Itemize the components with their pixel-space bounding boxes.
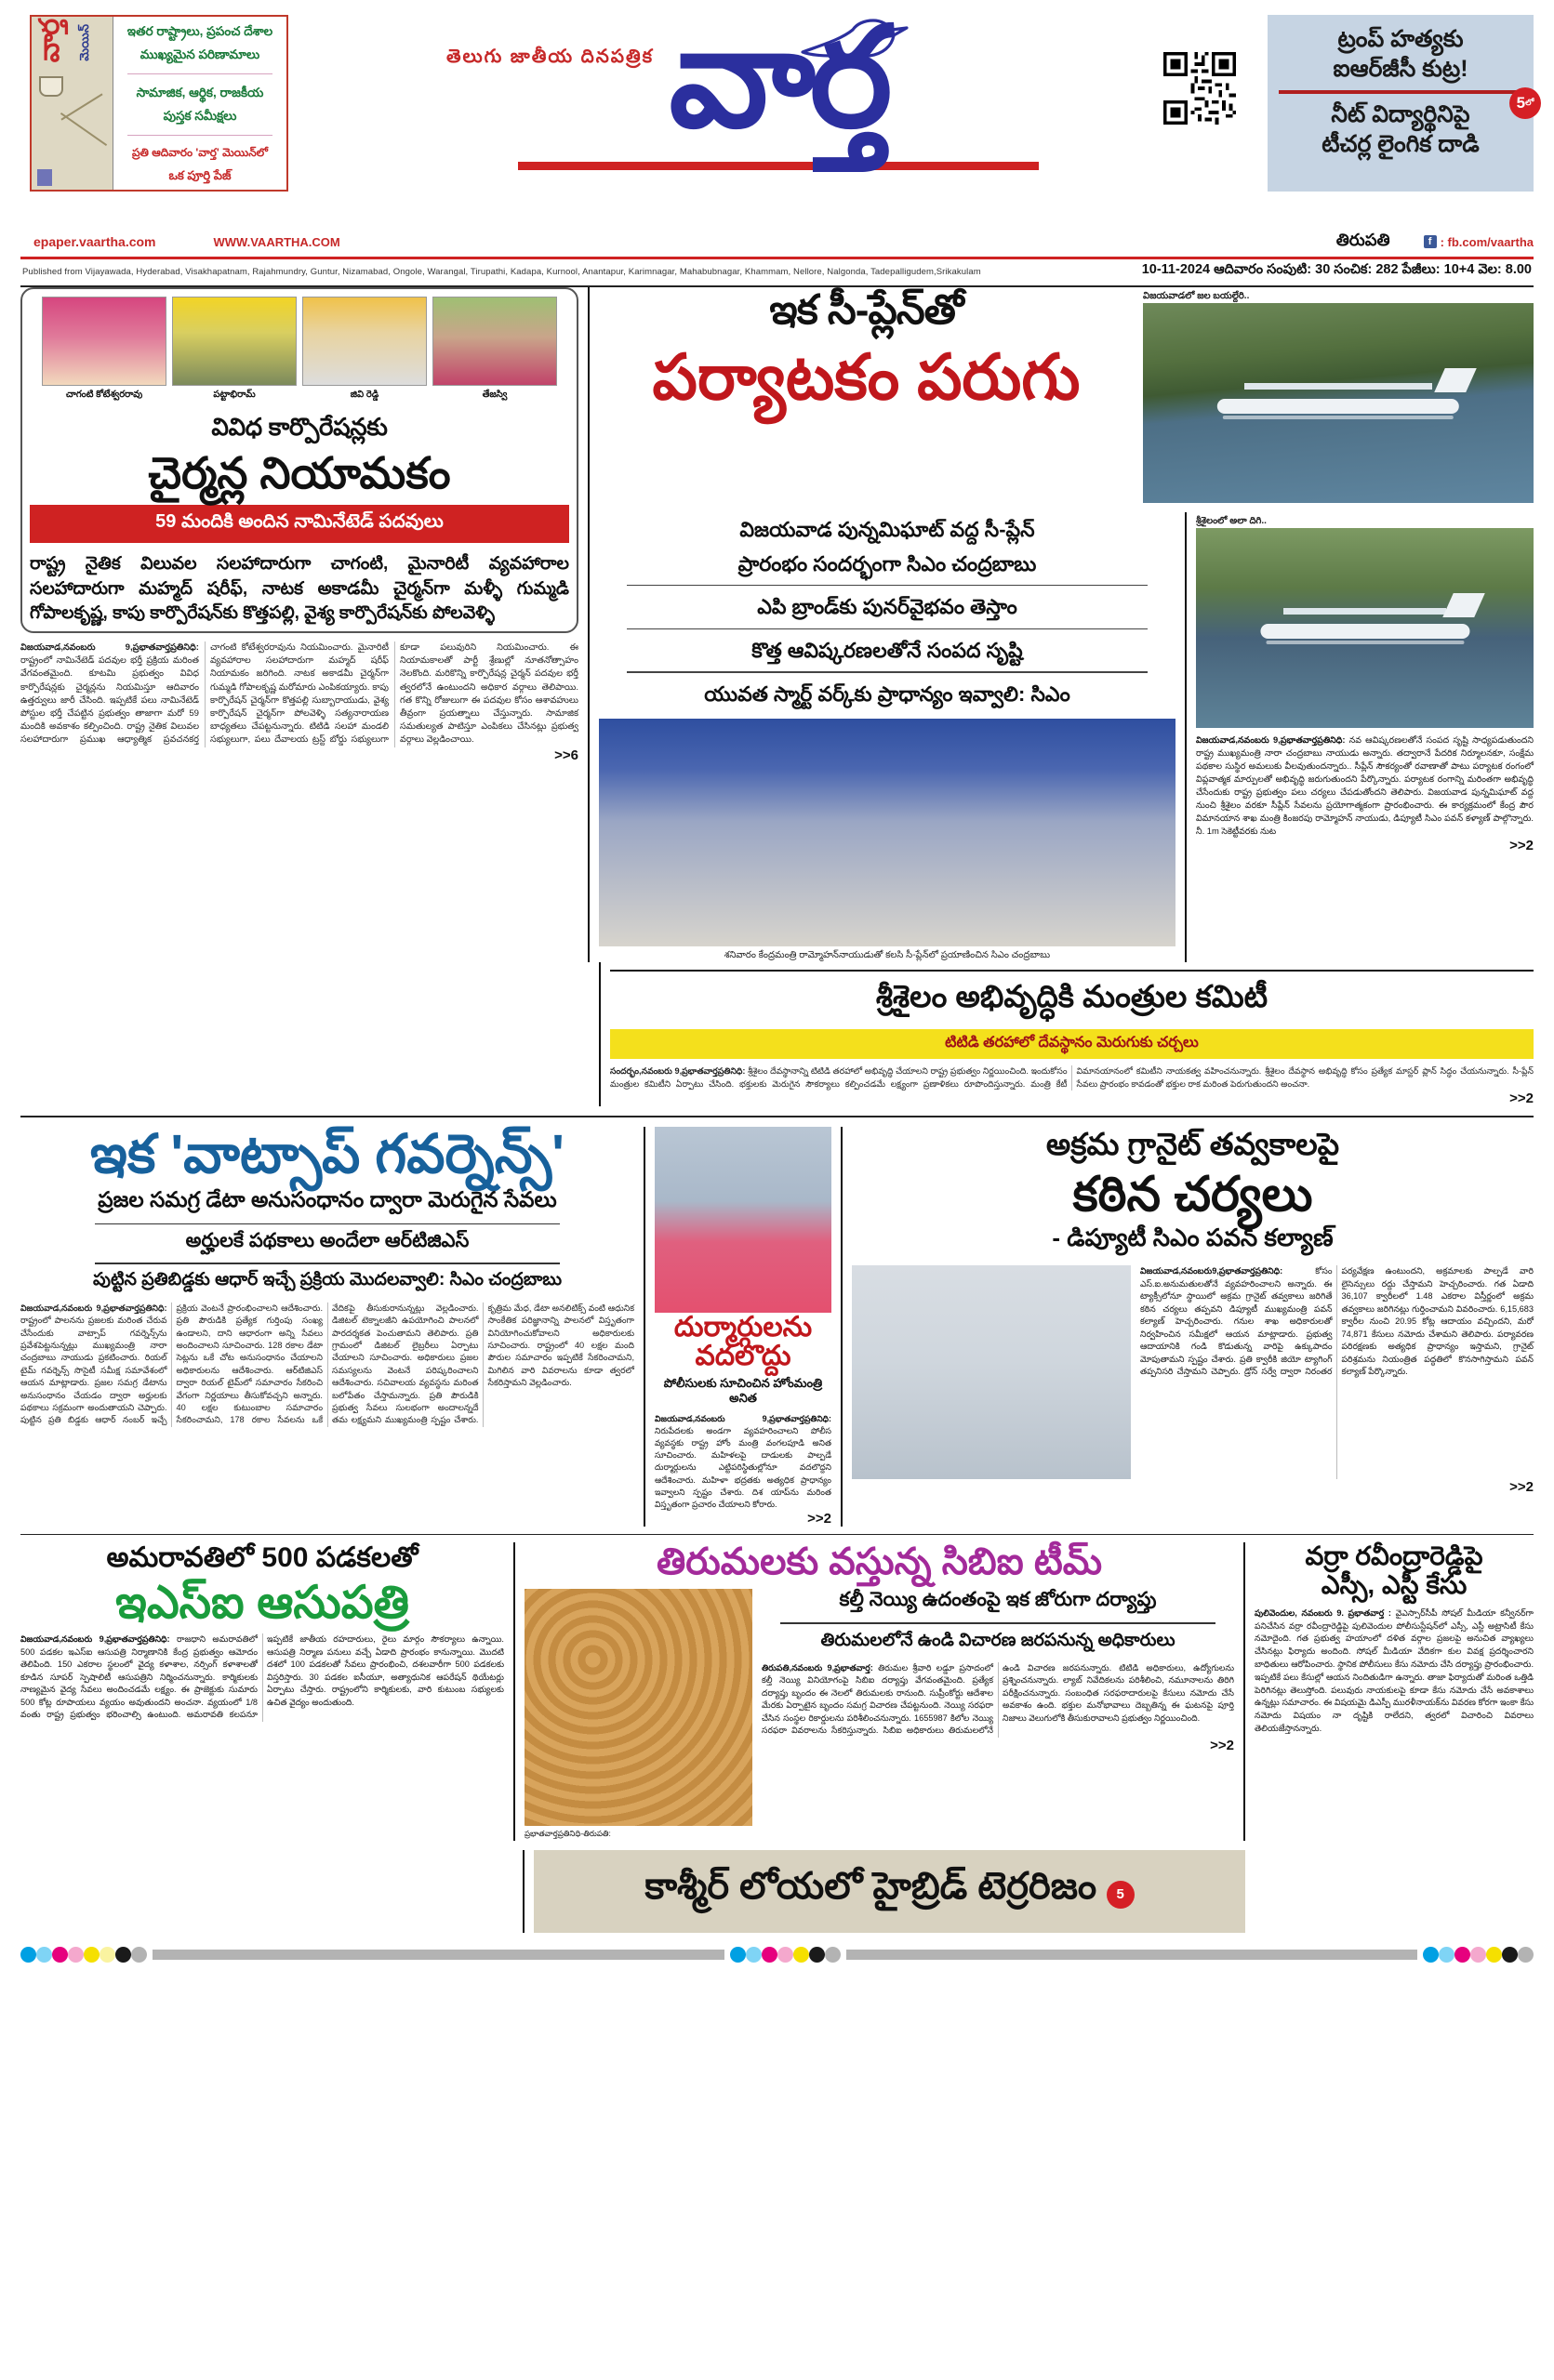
promo-left-text bbox=[113, 17, 286, 190]
seaplane-sub-1: విజయవాడ పున్నమిఘాట్ వద్ద సీ-ప్లేన్ bbox=[739, 517, 1035, 541]
cbi-col-2: సిబిఐ అధికారులు తిరుమలలోనే ఉండి విచారణ జరపనున్నారు. టిటిడి అధికారులు, ఉద్యోగులను ప్రశ్నించనున్నారు. ల్యాబ్ నివేదికలను పరిశీలించి, నమూనాలను తిరిగి పరీక్షించనున్నారు. సంబంధిత సరఫరాదారులపై కేసులు నమోదు చేసే అవకాశం ఉంది. భక్తుల మనోభావాలు దెబ్బతిన్న ఈ ఘటనపై పూర్తి నిజాలు వెలుగులోకి తీసుకురావాలని ప్రభుత్వం నిర్ణయించింది. bbox=[883, 1662, 1234, 1736]
color-dot-magenta bbox=[1454, 1947, 1470, 1963]
color-dot-magenta bbox=[762, 1947, 777, 1963]
promo-right-line-3: నీట్ విద్యార్థినిపై bbox=[1331, 101, 1470, 127]
whatsapp-sub-3: పుట్టిన ప్రతిబిడ్డకు ఆధార్ ఇచ్చే ప్రక్రియ మొదలవ్వాలి: సిఎం చంద్రబాబు bbox=[92, 1269, 563, 1289]
seaplane-photo3-caption: శనివారం కేంద్రమంత్రి రామ్మోహన్‌నాయుడుతో కలసి సీ-ప్లేన్‌లో ప్రయాణించిన సిఎం చంద్రబాబు bbox=[724, 950, 1051, 961]
plane-tail-shape bbox=[1434, 368, 1477, 392]
qr-code-icon[interactable] bbox=[1163, 52, 1236, 125]
tagline: తెలుగు జాతీయ దినపత్రిక bbox=[446, 46, 655, 67]
granite-kicker: అక్రమ గ్రానైట్ తవ్వకాలపై bbox=[1045, 1126, 1340, 1161]
face-caption: జివి రెడ్డి bbox=[350, 389, 379, 400]
anitha-note: పోలీసులకు సూచించిన హోంమంత్రి అనిత bbox=[663, 1375, 823, 1406]
varra-body-text: వైఎస్సార్‌సీపీ సోషల్ మీడియా కన్వీనర్‌గా పనిచేసిన వర్రా రవీంద్రారెడ్డిపై పులివెందుల పోలీసుస్టేషన్‌లో ఎస్సీ, ఎస్టీ అట్రాసిటీ కేసు నమోదైంది. గత ప్రభుత్వ హయాంలో దళిత వర్గాల ప్రజలపై అనుచిత వ్యాఖ్యలు చేసినట్లు ఫిర్యాదు అందింది. సోషల్ మీడియా వేదికగా కుల వివక్ష ప్రదర్శించారని బాధితులు ఆరోపించారు. స్థానిక పోలీసులు కేసు నమోదు చేసి దర్యాప్తు ప్రారంభించారు. ఇప్పటికే పలు కేసుల్లో ఆయన నిందితుడిగా ఉన్నారు. తాజా ఫిర్యాదుతో మరింత ఒత్తిడి పెరిగినట్లు తెలుస్తోంది. పలువురు నాయకులపై కూడా కేసు నమోదు చేసే అవకాశాలు ఉన్నట్లు సమాచారం. ఈ విషయమై డిఎస్పీ మురళీనాయక్‌ను వివరణ కోరగా ఇంకా కేసు నమోదు విషయం నా దృష్టికి రాలేదని, త్వరలో విచారించి వివరాలు తెలియజేస్తానన్నారు. bbox=[1255, 1607, 1534, 1733]
section-rule bbox=[20, 1116, 1534, 1117]
anitha-continued[interactable]: >>2 bbox=[807, 1510, 831, 1527]
promo-left-line-4: పుస్తక సమీక్షలు bbox=[163, 108, 237, 123]
promo-box-right[interactable] bbox=[1268, 15, 1534, 192]
seaplane-sub-5: యువత స్మార్ట్ వర్క్‌కు ప్రాధాన్యం ఇవ్వాలి: సిఎం bbox=[704, 681, 1070, 706]
spacer-col bbox=[20, 962, 590, 1106]
bottom-banner[interactable] bbox=[534, 1850, 1245, 1933]
epaper-link[interactable]: epaper.vaartha.com bbox=[33, 234, 156, 249]
chairmen-faces bbox=[30, 297, 569, 402]
info-row bbox=[13, 259, 1541, 281]
seaplane-sub-block bbox=[599, 512, 1175, 712]
seaplane-kicker: ఇక సీ-ప్లేన్‌తో bbox=[769, 286, 963, 333]
seaplane-photo-2 bbox=[1196, 528, 1534, 728]
seaplane-sub-3: ఎపి బ్రాండ్‌కు పునర్‌వైభవం తెస్తాం bbox=[757, 595, 1017, 619]
column-divider bbox=[513, 1542, 515, 1841]
color-dot-black bbox=[1502, 1947, 1518, 1963]
cbi-headline: తిరుమలకు వస్తున్న సిబిఐ టీమ్ bbox=[656, 1541, 1103, 1583]
chairmen-body bbox=[20, 641, 578, 747]
promo-left-vertical-title: వార్త bbox=[34, 20, 65, 63]
color-dot-light-magenta bbox=[1470, 1947, 1486, 1963]
whatsapp-sub-1: ప్రజల సమగ్ర డేటా అనుసంధానం ద్వారా మెరుగైన సేవలు bbox=[98, 1186, 557, 1211]
main-content bbox=[13, 287, 1541, 1934]
anitha-body-text: నిరుపేదలకు అండగా వ్యవహరించాలని పోలీస వ్యవస్థకు రాష్ట్ర హోం మంత్రి వంగలపూడి అనిత సూచించారు. మహిళలపై దాడులకు పాల్పడే దుర్మార్గులను ఎట్టిపరిస్థితుల్లోనూ వదలొద్దని ఆదేశించారు. మహిళా భద్రతకు అత్యధిక ప్రాధాన్యం ఇవ్వాలని స్పష్టం చేశారు. దిశ యాప్‌ను మరింత విస్తృతంగా ప్రచారం చేయాలని కోరారు. bbox=[655, 1426, 831, 1509]
spacer-col bbox=[20, 1850, 513, 1933]
esi-dateline: విజయవాడ,నవంబరు 9,ప్రభాతవార్తప్రతినిధి: bbox=[20, 1634, 170, 1645]
promo-right-line-2: ఐఆర్‌జీసీ కుట్ర! bbox=[1333, 56, 1468, 82]
srisailam-headline: శ్రీశైలం అభివృద్ధికి మంత్రుల కమిటీ bbox=[875, 979, 1268, 1014]
anitha-caption-1: దుర్మార్గులను bbox=[673, 1311, 813, 1342]
promo-right-line-4: టీచర్ల లైంగిక దాడి bbox=[1322, 131, 1480, 157]
seaplane-headline: పర్యాటకం పరుగు bbox=[652, 341, 1081, 413]
cbi-body bbox=[762, 1662, 1234, 1738]
sub-divider bbox=[627, 585, 1148, 587]
varra-headline-2: ఎస్సీ, ఎస్టీ కేసు bbox=[1321, 1569, 1468, 1599]
anitha-body bbox=[655, 1413, 831, 1510]
face-item bbox=[172, 297, 297, 402]
plane-tail-shape bbox=[1442, 593, 1485, 617]
pen-shape-2 bbox=[60, 93, 102, 120]
srisailam-continued[interactable]: >>2 bbox=[1509, 1091, 1534, 1107]
story-granite bbox=[852, 1127, 1534, 1527]
face-item bbox=[42, 297, 166, 402]
promo-left-line-2: ముఖ్యమైన పరిణామాలు bbox=[139, 46, 260, 61]
seaplane-photo1-caption: విజయవాడలో జల బయల్దేరి.. bbox=[1143, 290, 1250, 301]
color-dot-black bbox=[115, 1947, 131, 1963]
column-divider bbox=[599, 962, 601, 1106]
srisailam-banner: టిటిడి తరహాలో దేవస్థానం మెరుగుకు చర్చలు bbox=[610, 1029, 1534, 1059]
seaplane-extra: నీ. 1m సెకెట్టీవరకు నుట bbox=[1196, 826, 1277, 837]
url-row bbox=[13, 231, 1541, 253]
column-divider bbox=[1243, 1542, 1245, 1841]
story-seaplane bbox=[599, 287, 1534, 963]
granite-attribution: - డిప్యూటీ సిఎం పవన్ కల్యాణ్ bbox=[1052, 1223, 1334, 1252]
cbi-sub-2: తిరుమలలోనే ఉండి విచారణ జరపనున్న అధికారులు bbox=[820, 1630, 1175, 1650]
color-dot-cyan bbox=[1423, 1947, 1439, 1963]
laddu-photo-wrap bbox=[525, 1589, 752, 1841]
face-caption: పట్టాభిరామ్ bbox=[213, 389, 256, 400]
promo-box-left[interactable] bbox=[30, 15, 288, 192]
pen-shape-1 bbox=[60, 112, 107, 146]
seaplane-sub-2: ప్రారంభం సందర్భంగా సిఎం చంద్రబాబు bbox=[737, 551, 1037, 575]
color-dot-cyan bbox=[730, 1947, 746, 1963]
cbi-upper bbox=[525, 1589, 1234, 1841]
plane-body-shape bbox=[1260, 624, 1469, 639]
chairmen-lead: రాష్ట్ర నైతిక విలువల సలహాదారుగా చాగంటి, మైనారిటీ వ్యవహారాల సలహాదారుగా మహ్మద్ షరీఫ్, నాటక అకాడమీ చైర్మన్‌గా మళ్ళీ గుమ్మడి గోపాలకృష్ణ, కాపు కార్పొరేషన్‌కు కొత్తపల్లి, వైశ్య కార్పొరేషన్‌కు పోలవెళ్ళి bbox=[30, 554, 569, 623]
logo-wrap bbox=[288, 0, 1268, 160]
granite-lower bbox=[852, 1265, 1534, 1479]
page-ref-badge[interactable] bbox=[1509, 87, 1541, 119]
seaplane-photo-1 bbox=[1143, 303, 1534, 503]
section-top bbox=[20, 287, 1534, 963]
color-dot-light-cyan bbox=[36, 1947, 52, 1963]
whatsapp-dateline: విజయవాడ,నవంబరు 9,ప్రభాతవార్తప్రతినిధి: bbox=[20, 1302, 167, 1313]
face-photo bbox=[432, 297, 557, 386]
face-caption: తేజస్వి bbox=[482, 389, 508, 400]
sub-divider bbox=[627, 671, 1148, 673]
promo-right-divider bbox=[1279, 90, 1522, 94]
section-bottom bbox=[20, 1542, 1534, 1841]
sub-divider bbox=[780, 1622, 1215, 1624]
bottom-banner-badge[interactable] bbox=[1107, 1881, 1135, 1909]
esi-body bbox=[20, 1633, 504, 1722]
seaplane-continued[interactable]: >>2 bbox=[1509, 838, 1534, 854]
facebook-link[interactable] bbox=[1424, 235, 1534, 249]
color-dot-yellow bbox=[1486, 1947, 1502, 1963]
face-item bbox=[302, 297, 427, 402]
sub-divider bbox=[95, 1223, 560, 1225]
column-divider bbox=[841, 1127, 843, 1527]
facebook-icon: f bbox=[1424, 235, 1437, 248]
color-dot-gray bbox=[131, 1947, 147, 1963]
seaplane-photo2-caption: శ్రీశైలంలో అలా దిగి.. bbox=[1196, 515, 1267, 526]
promo-divider-1 bbox=[127, 73, 272, 74]
esi-headline: ఇఎస్ఐ ఆసుపత్రి bbox=[115, 1578, 409, 1629]
granite-col-1: కోసం ఎస్.ఐ.అనుమతులతోనే వ్యవహరించాలని అన్నారు. ఈ ట్యాక్సీలోనూ స్థాయిలో అక్రమ గ్రానైట్ తవ్వకాలు జరిగితే కఠిన చర్యలు తప్పవని డిప్యూటీ ముఖ్యమంత్రి పవన్ కల్యాణ్ హెచ్చరించారు. గనుల శాఖ అధికారులతో నిర్వహించిన సమీక్షలో ఆయన మాట్లాడారు. ప్రభుత్వ ఆదాయానికి గండి కొడుతున్న వారిపై ఉక్కుపాదం మోపుతామని స్పష్టం చేశారు. bbox=[1140, 1266, 1333, 1364]
registration-color-bar bbox=[20, 1946, 1534, 1963]
bottom-banner-badge-number: 5 bbox=[1116, 1886, 1124, 1903]
varra-headline-1: వర్రా రవీంద్రారెడ్డిపై bbox=[1305, 1541, 1483, 1571]
story-whatsapp bbox=[20, 1123, 634, 1527]
promo-left-line-6: ఒక పూర్తి పేజ్ bbox=[168, 167, 232, 182]
color-dot-cyan bbox=[20, 1947, 36, 1963]
sub-divider bbox=[95, 1263, 560, 1264]
promo-left-line-3: సామాజిక, ఆర్థిక, రాజకీయ bbox=[136, 85, 264, 99]
bottom-banner-wrap bbox=[20, 1850, 1534, 1933]
plane-wing-shape bbox=[1244, 383, 1432, 390]
issue-dateline: 10-11-2024 ఆదివారం సంపుటి: 30 సంచిక: 282 పేజీలు: 10+4 వెల: 8.00 bbox=[1141, 262, 1532, 277]
page-ref-suffix: లో bbox=[1525, 97, 1534, 107]
column-divider bbox=[588, 287, 590, 963]
column-divider bbox=[644, 1127, 645, 1527]
seaplane-body bbox=[1196, 734, 1534, 839]
color-dot-gray bbox=[1518, 1947, 1534, 1963]
color-dot-light-cyan bbox=[1439, 1947, 1454, 1963]
esi-col-1: రాజధాని అమరావతిలో 500 పడకల ఇఎస్ఐ ఆసుపత్రి నిర్మాణానికి కేంద్ర ప్రభుత్వం ఆమోదం తెలిపింది. 150 ఎకరాల స్థలంలో వైద్య కళాశాల, నర్సింగ్ కళాశాలతో కూడిన సూపర్ స్పెషాలిటీ ఆసుపత్రిని నిర్మించనున్నారు. కార్మికులకు నాణ్యమైన వైద్య సేవలు అందించడమే లక్ష్యం. ఈ ప్రాజెక్టుకు సుమారు 500 కోట్ల రూపాయలు వ్యయం అవుతుందని అంచనా. bbox=[20, 1634, 258, 1707]
color-dot-gray bbox=[825, 1947, 841, 1963]
cup-shape bbox=[39, 76, 63, 97]
pawan-kalyan-photo bbox=[852, 1265, 1131, 1479]
color-dot-magenta bbox=[52, 1947, 68, 1963]
masthead bbox=[13, 0, 1541, 234]
color-dot-light-magenta bbox=[68, 1947, 84, 1963]
promo-divider-2 bbox=[127, 135, 272, 136]
story-chairmen bbox=[20, 287, 578, 963]
cbi-dateline: తిరుపతి,నవంబరు 9,ప్రభాతవార్త: bbox=[762, 1662, 873, 1673]
esi-col-2: వ్యయంలో 1/8 వంతు రాష్ట్ర ప్రభుత్వం భరించాల్సి ఉంటుంది. అమరావతి కలపనూ ఇప్పటికే జాతీయ రహదారులు, రైలు మార్గం సౌకర్యాలు ఉన్నాయి. ఆసుపత్రి నిర్మాణ పనులు వచ్చే ఏడాది ప్రారంభం కానున్నాయి. మొదటి దశలో 100 పడకలతో సేవలు ప్రారంభించి, దశలవారీగా 500 పడకలకు విస్తరిస్తారు. 30 పడకల ఐసీయూ, అత్యాధునిక ఆపరేషన్ థియేటర్లు ఏర్పాటు చేస్తారు. రాష్ట్రంలోని కార్మికులకు, వారి కుటుంబ సభ్యులకు ఉచిత వైద్యం అందుతుంది. bbox=[20, 1634, 504, 1720]
cbi-col-1: తిరుమల శ్రీవారి లడ్డూ ప్రసాదంలో కల్తీ నెయ్యి వినియోగంపై సిబిఐ దర్యాప్తు వేగవంతమైంది. ప్రత్యేక దర్యాప్తు బృందం ఈ నెలలో తిరుమలకు రానుంది. సుప్రీంకోర్టు ఆదేశాల మేరకు ఏర్పాటైన బృందం సమగ్ర విచారణ చేపట్టనుంది. నెయ్యి సరఫరా చేసిన సంస్థల రికార్డులను పరిశీలించనున్నారు. 1655987 కిలోల నెయ్యి సరఫరా వివరాలను సేకరిస్తున్నారు. bbox=[762, 1662, 994, 1736]
section-middle bbox=[20, 1123, 1534, 1527]
cbi-photo-caption: ప్రభాతవార్తప్రతినిధి-తిరుపతి: bbox=[525, 1829, 611, 1839]
published-from: Published from Vijayawada, Hyderabad, Visakhapatnam, Rajahmundry, Guntur, Nizamabad, Ongole, Warangal, Tirupathi, Kadapa, Kurnool, Anantapur, Karimnagar, Mahabubnagar, Khammam, Nellore, Nalgonda, Tadepalligudem,Srikakulam bbox=[22, 266, 981, 277]
color-dot-yellow bbox=[793, 1947, 809, 1963]
seaplane-right-col bbox=[1196, 512, 1534, 963]
face-caption: చాగంటి కోటేశ్వరరావు bbox=[65, 389, 143, 400]
granite-dateline: విజయవాడ,నవంబరు9,ప్రభాతవార్తప్రతినిధి: bbox=[1140, 1266, 1283, 1276]
story-esi bbox=[20, 1542, 504, 1841]
face-photo bbox=[302, 297, 427, 386]
seaplane-body-text: నవ ఆవిష్కరణలతోనే సంపద సృష్టి సాధ్యపడుతుందని రాష్ట్ర ముఖ్యమంత్రి నారా చంద్రబాబు నాయుడు అన్నారు. తద్వారానే పేదరిక నిర్మూలనకూ, సంక్షేమ పథకాల సుస్థిర అమలుకు వీలవుతుందన్నారు.. సీప్లేన్ సౌకర్యంతో రవాణాతో పాటు పర్యాటక రంగంలో విప్లవాత్మక మార్పులతో అభివృద్ధి జరుగుతుందని పేర్కొన్నారు. పర్యాటక రంగాన్ని మరింతగా అభివృద్ధి చేసేందుకు రాష్ట్ర ప్రభుత్వం పలు చర్యలు చేపడుతోందని తెలిపారు. విజయవాడ పున్నమిఘాట్ వద్ద నుంచి శ్రీశైలం వరకూ సీప్లేన్ సేవలను ప్రయోగాత్మకంగా ప్రారంభించారు. ఈ కార్యక్రమంలో కేంద్ర పౌర విమానయాన శాఖ మంత్రి కింజరపు రామ్మోహన్ నాయుడు, డిప్యూటీ సిఎం పవన్ కళ్యాణ్ పాల్గొన్నారు. bbox=[1196, 734, 1534, 824]
story-cbi bbox=[525, 1542, 1234, 1841]
chairmen-photo-box bbox=[20, 287, 578, 634]
srisailam-dateline: సందర్భం,నవంబరు 9,ప్రభాతవార్తప్రతినిధి: bbox=[610, 1066, 746, 1077]
color-dot-light-yellow bbox=[100, 1947, 115, 1963]
chairmen-banner: 59 మందికి అందిన నామినేటెడ్ పదవులు bbox=[30, 505, 569, 543]
varra-dateline: పులివెందుల, నవంబరు 9. ప్రభాతవార్త : bbox=[1255, 1607, 1391, 1618]
granite-body bbox=[1140, 1265, 1534, 1479]
color-dot-light-magenta bbox=[777, 1947, 793, 1963]
srisailam-col-1: శ్రీశైలం దేవస్థానాన్ని టిటిడి తరహాలో అభివృద్ధి చేయాలని రాష్ట్ర ప్రభుత్వం నిర్ణయించింది. ఇందుకోసం మంత్రుల కమిటీని ఏర్పాటు చేసింది. భక్తులకు మెరుగైన సౌకర్యాలు కల్పించడమే లక్ష్యంగా ప్రణాళికలు రూపొందిస్తున్నారు. bbox=[610, 1066, 1068, 1089]
website-link[interactable]: WWW.VAARTHA.COM bbox=[213, 234, 340, 249]
column-divider bbox=[523, 1850, 525, 1933]
plane-body-shape bbox=[1217, 399, 1459, 414]
granite-continued[interactable]: >>2 bbox=[1509, 1479, 1534, 1496]
cbi-sub-1: కల్తీ నెయ్యి ఉదంతంపై ఇక జోరుగా దర్యాప్తు bbox=[839, 1589, 1157, 1611]
cbi-continued[interactable]: >>2 bbox=[1210, 1737, 1234, 1753]
section-srisailam-wrap bbox=[20, 962, 1534, 1106]
color-dot-light-cyan bbox=[746, 1947, 762, 1963]
srisailam-body bbox=[610, 1065, 1534, 1091]
promo-left-line-5: ప్రతి ఆదివారం 'వార్త' మెయిన్‌లో bbox=[131, 145, 269, 159]
color-bar-segment bbox=[153, 1950, 724, 1960]
seaplane-photo-3 bbox=[599, 719, 1175, 946]
color-dot-black bbox=[809, 1947, 825, 1963]
column-divider bbox=[1185, 512, 1187, 963]
masthead-center bbox=[288, 0, 1268, 170]
whatsapp-sub-2: అర్హులకే పథకాలు అందేలా ఆర్‌టిజిఎస్ bbox=[185, 1230, 470, 1252]
face-item bbox=[432, 297, 557, 402]
srisailam-col-2: మంత్రి కేటీ విమానయానంలో కమిటీని నాయకత్వ వహించనున్నారు. శ్రీశైలం దేవస్థాన అభివృద్ధి కోసం ప్రత్యేక మాస్టర్ ప్లాన్ సిద్ధం చేయనున్నారు. సీ-ప్లేన్ సేవలు ప్రారంభం కావడంతో భక్తుల రాక మరింత పెరుగుతుందని అంచనా. bbox=[1030, 1066, 1534, 1089]
promo-left-vertical-sub: మెయిన్ bbox=[77, 24, 91, 61]
edition-city: తిరుపతి bbox=[1335, 230, 1390, 249]
story-anitha bbox=[655, 1127, 831, 1527]
granite-headline: కఠిన చర్యలు bbox=[1072, 1167, 1313, 1222]
story-varra bbox=[1255, 1542, 1534, 1841]
logo-underline bbox=[518, 162, 1039, 170]
section-rule bbox=[20, 1534, 1534, 1536]
promo-left-image bbox=[32, 17, 113, 190]
seaplane-subheads bbox=[599, 512, 1175, 963]
sub-divider bbox=[627, 628, 1148, 630]
newspaper-logo: వార్త bbox=[669, 0, 887, 155]
face-photo bbox=[42, 297, 166, 386]
plane-wing-shape bbox=[1283, 608, 1445, 615]
esi-kicker: అమరావతిలో 500 పడకలతో bbox=[106, 1542, 418, 1574]
book-shape bbox=[37, 169, 52, 186]
page-ref-number: 5 bbox=[1516, 94, 1526, 112]
chairmen-kicker: వివిధ కార్పొరేషన్లకు bbox=[211, 412, 388, 441]
whatsapp-body-text: రాష్ట్రంలో పాలనను ప్రజలకు మరింత చేరువ చేసేందుకు వాట్సాప్ గవర్నెన్స్‌ను ప్రవేశపెట్టనున్నట్లు ముఖ్యమంత్రి నారా చంద్రబాబు నాయుడు ప్రకటించారు. రియల్ టైమ్ గవర్నెన్స్ సొసైటీ సమీక్ష సమావేశంలో ఆయన మాట్లాడారు. ప్రజల సమగ్ర డేటాను అనుసంధానం చేయడం ద్వారా అర్హులకు పథకాలు సక్రమంగా అందుతాయని చెప్పారు. పుట్టిన ప్రతి బిడ్డకు ఆధార్ నంబర్ ఇచ్చే ప్రక్రియ వెంటనే ప్రారంభించాలని ఆదేశించారు. ప్రతి పౌరుడికి ప్రత్యేక గుర్తింపు సంఖ్య ఉండాలని, దాని ఆధారంగా అన్ని సేవలు అందించాలని సూచించారు. 128 రకాల డేటా సెట్లను ఒకే చోట అనుసంధానం చేయాలని అధికారులను ఆదేశించారు. ఆర్‌టిజిఎస్ ద్వారా రియల్ టైమ్‌లో సమాచారం సేకరించి వేగంగా నిర్ణయాలు తీసుకోవచ్చని అన్నారు. 40 లక్షల కుటుంబాల సమాచారం సేకరించామని, 178 రకాల సేవలను ఒకే వేదికపై తీసుకురానున్నట్లు వెల్లడించారు. డిజిటల్ టెక్నాలజీని ఉపయోగించి పాలనలో పారదర్శకత పెంచుతామని తెలిపారు. ప్రతి గ్రామంలో డిజిటల్ లైబ్రరీలు ఏర్పాటు చేయాలని సూచించారు. అధికారులు ప్రజల సమస్యలను వెంటనే పరిష్కరించాలని ఆదేశించారు. సచివాలయ వ్యవస్థను మరింత బలోపేతం చేస్తామన్నారు. ప్రతి పౌరుడికి ప్రభుత్వ సేవలు సులభంగా అందాలన్నదే తమ లక్ష్యమని ముఖ్యమంత్రి స్పష్టం చేశారు. కృత్రిమ మేధ, డేటా అనలిటిక్స్ వంటి ఆధునిక సాంకేతిక పరిజ్ఞానాన్ని పాలనలో విస్తృతంగా వినియోగించుకోవాలని అధికారులకు సూచించారు. రాష్ట్రంలో 40 లక్షల మంది పౌరుల సమాచారం ఇప్పటికే సేకరించామని, మిగిలిన వారి వివరాలను కూడా త్వరలో సేకరిస్తామని వెల్లడించారు. bbox=[20, 1302, 634, 1425]
laddu-photo bbox=[525, 1589, 752, 1826]
story-srisailam bbox=[610, 962, 1534, 1106]
spacer-col-right bbox=[1245, 1850, 1534, 1933]
promo-left-line-1: ఇతర రాష్ట్రాలు, ప్రపంచ దేశాల bbox=[126, 24, 273, 38]
anitha-caption-2: వదలొద్దు bbox=[695, 1341, 791, 1372]
whatsapp-body bbox=[20, 1302, 634, 1427]
anitha-dateline: విజయవాడ,నవంబరు 9,ప్రభాతవార్తప్రతినిధి: bbox=[655, 1414, 831, 1424]
varra-body bbox=[1255, 1607, 1534, 1736]
seaplane-dateline: విజయవాడ,నవంబరు 9,ప్రభాతవార్తప్రతినిధి: bbox=[1196, 734, 1346, 745]
face-photo bbox=[172, 297, 297, 386]
chairmen-body-text: రాష్ట్రంలో నామినేటెడ్ పదవుల భర్తీ ప్రక్రియ మరింత వేగవంతమైంది. కూటమి ప్రభుత్వం వివిధ కార్పొరేషన్లకు చైర్మన్లను నియమిస్తూ ఆదివారం ఉత్తర్వులు జారీ చేసింది. ఇప్పటికే పలు నామినేటెడ్ పోస్టుల భర్తీ చేపట్టిన ప్రభుత్వం తాజాగా మరో 59 మందికి అవకాశం కల్పించింది. రాష్ట్ర నైతిక విలువల సలహాదారుగా ప్రముఖ ఆధ్యాత్మిక ప్రవచనకర్త చాగంటి కోటేశ్వరరావును నియమించారు. మైనారిటీ వ్యవహారాల సలహాదారుగా మహ్మద్ షరీఫ్ నియామకం జరిగింది. నాటక అకాడమీ చైర్మన్‌గా గుమ్మడి గోపాలకృష్ణ మరోమారు ఎంపికయ్యారు. కాపు కార్పొరేషన్ చైర్మన్‌గా కొత్తపల్లి సుబ్బారాయుడు, వైశ్య కార్పొరేషన్ చైర్మన్‌గా పోలవెళ్ళి సత్యనారాయణ బాధ్యతలు చేపట్టనున్నారు. టిటిడి సలహా మండలి సభ్యులుగా, పలు దేవాలయ ట్రస్ట్ బోర్డు సభ్యులుగా కూడా పలువురిని నియమించారు. ఈ నియామకాలతో పార్టీ శ్రేణుల్లో నూతనోత్సాహం నెలకొంది. మరికొన్ని కార్పొరేషన్ల చైర్మన్ పదవుల భర్తీ త్వరలోనే ఉంటుందని అధికార వర్గాలు తెలిపాయి. గత కొన్ని రోజులుగా ఈ పదవుల కోసం ఆశావహులు తీవ్రంగా ప్రయత్నాలు చేస్తున్నారు. సామాజిక సమతుల్యత పాటిస్తూ ఎంపికలు చేసినట్లు ప్రభుత్వ వర్గాలు వెల్లడించాయి. bbox=[20, 642, 578, 746]
chairmen-headline: చైర్మన్ల నియామకం bbox=[148, 447, 451, 497]
bottom-banner-text: కాశ్మీర్ లోయలో హైబ్రిడ్ టెర్రరిజం bbox=[644, 1866, 1097, 1908]
chairmen-continued[interactable]: >>6 bbox=[554, 747, 578, 763]
whatsapp-headline: ఇక 'వాట్సాప్ గవర్నెన్స్' bbox=[90, 1123, 564, 1184]
seaplane-sub-4: కొత్త ఆవిష్కరణలతోనే సంపద సృష్టి bbox=[751, 639, 1023, 663]
promo-right-line-1: ట్రంప్ హత్యకు bbox=[1337, 26, 1464, 52]
anitha-photo bbox=[655, 1127, 831, 1313]
granite-col-2: ప్రతి క్వారీకి జియో ట్యాగింగ్ తప్పనిసరి చేస్తామని చెప్పారు. డ్రోన్ సర్వే ద్వారా నిరంతర పర్యవేక్షణ ఉంటుందని, అక్రమాలకు పాల్పడే వారి లైసెన్సులు రద్దు చేస్తామని హెచ్చరించారు. గత ఏడాది 36,107 క్వారీలలో 1.48 ఎకరాల విస్తీర్ణంలో అక్రమ తవ్వకాలు జరిగినట్లు గుర్తించామని వివరించారు. 6,15,683 క్వారీల నుంచి 20.95 కోట్ల ఆదాయం వచ్చిందని, మరో 74,871 కేసులు నమోదు చేశామని తెలిపారు. పర్యావరణ పరిరక్షణకు అత్యధిక ప్రాధాన్యం ఇస్తామని, గ్రానైట్ పరిశ్రమను నియంత్రిత పద్ధతిలో కొనసాగిస్తామని పవన్ కల్యాణ్ పేర్కొన్నారు. bbox=[1140, 1266, 1534, 1377]
facebook-handle: : fb.com/vaartha bbox=[1440, 234, 1534, 249]
section-rule bbox=[610, 970, 1534, 972]
cbi-subheads bbox=[762, 1589, 1234, 1841]
color-bar-segment bbox=[846, 1950, 1418, 1960]
color-dot-yellow bbox=[84, 1947, 100, 1963]
chairmen-dateline: విజయవాడ,నవంబరు 9,ప్రభాతవార్తప్రతినిధి: bbox=[20, 642, 199, 654]
